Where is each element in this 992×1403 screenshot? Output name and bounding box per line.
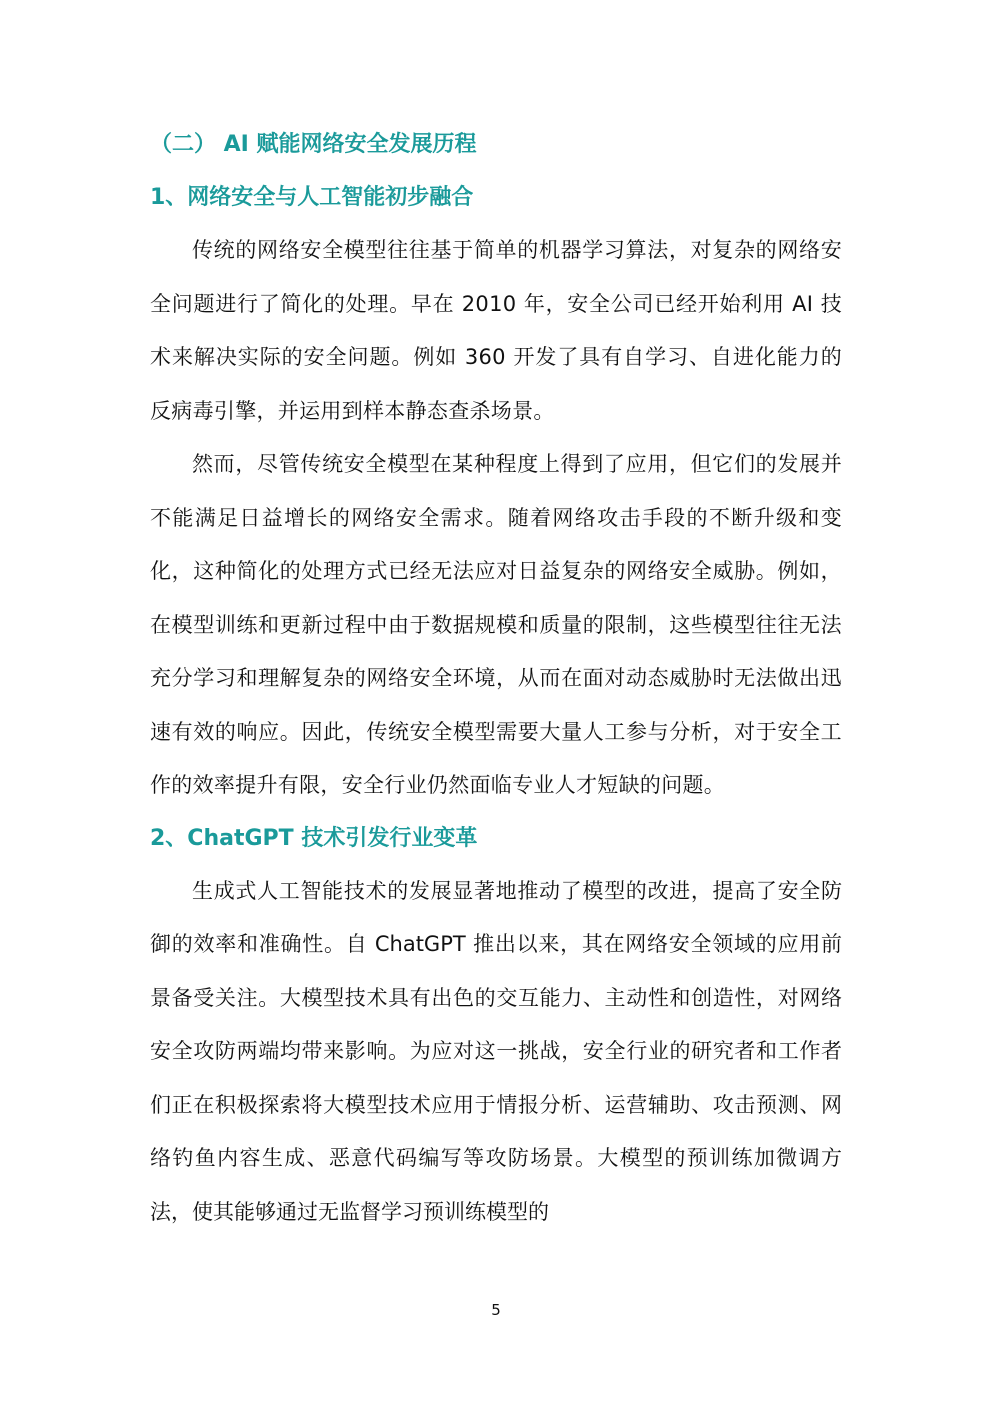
subsection-1-paragraph-1: 传统的网络安全模型往往基于简单的机器学习算法，对复杂的网络安全问题进行了简化的处理。早在 2010 年，安全公司已经开始利用 AI 技术来解决实际的安全问题。例如 360 开发了具有自学习、自进化能力的反病毒引擎，并运用到样本静态查杀场景。 — [150, 238, 842, 423]
subsection-1-heading: 1、网络安全与人工智能初步融合 — [150, 185, 474, 210]
subsection-2-paragraph-1: 生成式人工智能技术的发展显著地推动了模型的改进，提高了安全防御的效率和准确性。自 ChatGPT 推出以来，其在网络安全领域的应用前景备受关注。大模型技术具有出色的交互能力、主动性和创造性，对网络安全攻防两端均带来影响。为应对这一挑战，安全行业的研究者和工作者们正在积极探索将大模型技术应用于情报分析、运营辅助、攻击预测、网络钓鱼内容生成、恶意代码编写等攻防场景。大模型的预训练加微调方法，使其能够通过无监督学习预训练模型的 — [150, 878, 842, 1224]
page-content — [150, 118, 842, 1239]
page-number: 5 — [491, 1301, 501, 1319]
section-title: （二） AI 赋能网络安全发展历程 — [150, 132, 477, 157]
subsection-1-paragraph-2: 然而，尽管传统安全模型在某种程度上得到了应用，但它们的发展并不能满足日益增长的网络安全需求。随着网络攻击手段的不断升级和变化，这种简化的处理方式已经无法应对日益复杂的网络安全威胁。例如，在模型训练和更新过程中由于数据规模和质量的限制，这些模型往往无法充分学习和理解复杂的网络安全环境，从而在面对动态威胁时无法做出迅速有效的响应。因此，传统安全模型需要大量人工参与分析，对于安全工作的效率提升有限，安全行业仍然面临专业人才短缺的问题。 — [150, 452, 842, 797]
subsection-2-heading: 2、ChatGPT 技术引发行业变革 — [150, 825, 478, 851]
